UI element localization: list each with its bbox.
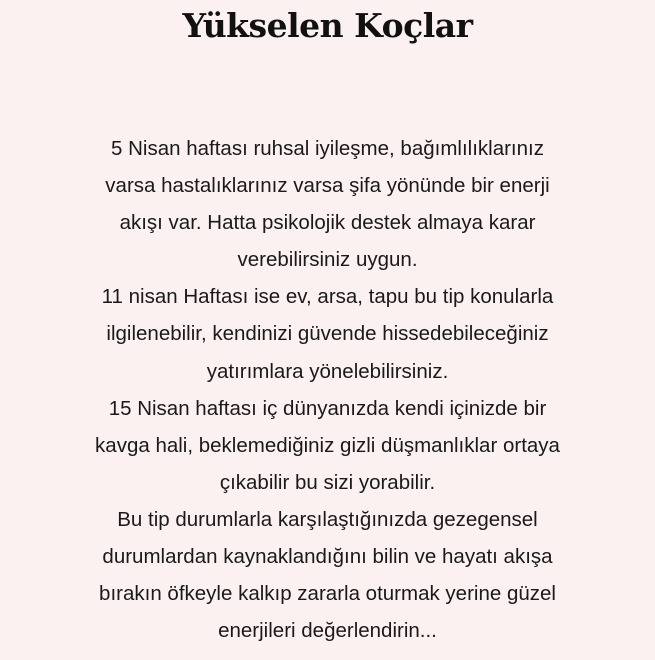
page-title: Yükselen Koçlar [182,6,473,45]
text-line: yatırımlara yönelebilirsiniz. [206,359,449,383]
text-line: enerjileri değerlendirin... [218,619,437,643]
text-line: kavga hali, beklemediğiniz gizli düşmanlıklar ortaya [95,433,560,457]
text-line: varsa hastalıklarınız varsa şifa yönünde bir enerji [105,174,550,198]
text-line: ilgilenebilir, kendinizi güvende hissedebileceğiniz [106,322,549,346]
text-line: 5 Nisan haftası ruhsal iyileşme, bağımlılıklarınız [111,137,544,160]
text-line: bırakın öfkeyle kalkıp zararla oturmak yerine güzel [99,582,556,606]
text-line: çıkabilir bu sizi yorabilir. [219,470,436,494]
text-line: akışı var. Hatta psikolojik destek almaya karar [119,211,536,235]
text-line: durumlardan kaynaklandığını bilin ve hayatı akışa [102,545,553,569]
text-line: 11 nisan Haftası ise ev, arsa, tapu bu tip konularla [101,285,554,309]
horoscope-text [0,130,655,649]
text-line: 15 Nisan haftası iç dünyanızda kendi içinizde bir [108,396,547,420]
text-line: verebilirsiniz uygun. [237,248,418,272]
text-line: Bu tip durumlarla karşılaştığınızda gezegensel [117,507,538,531]
